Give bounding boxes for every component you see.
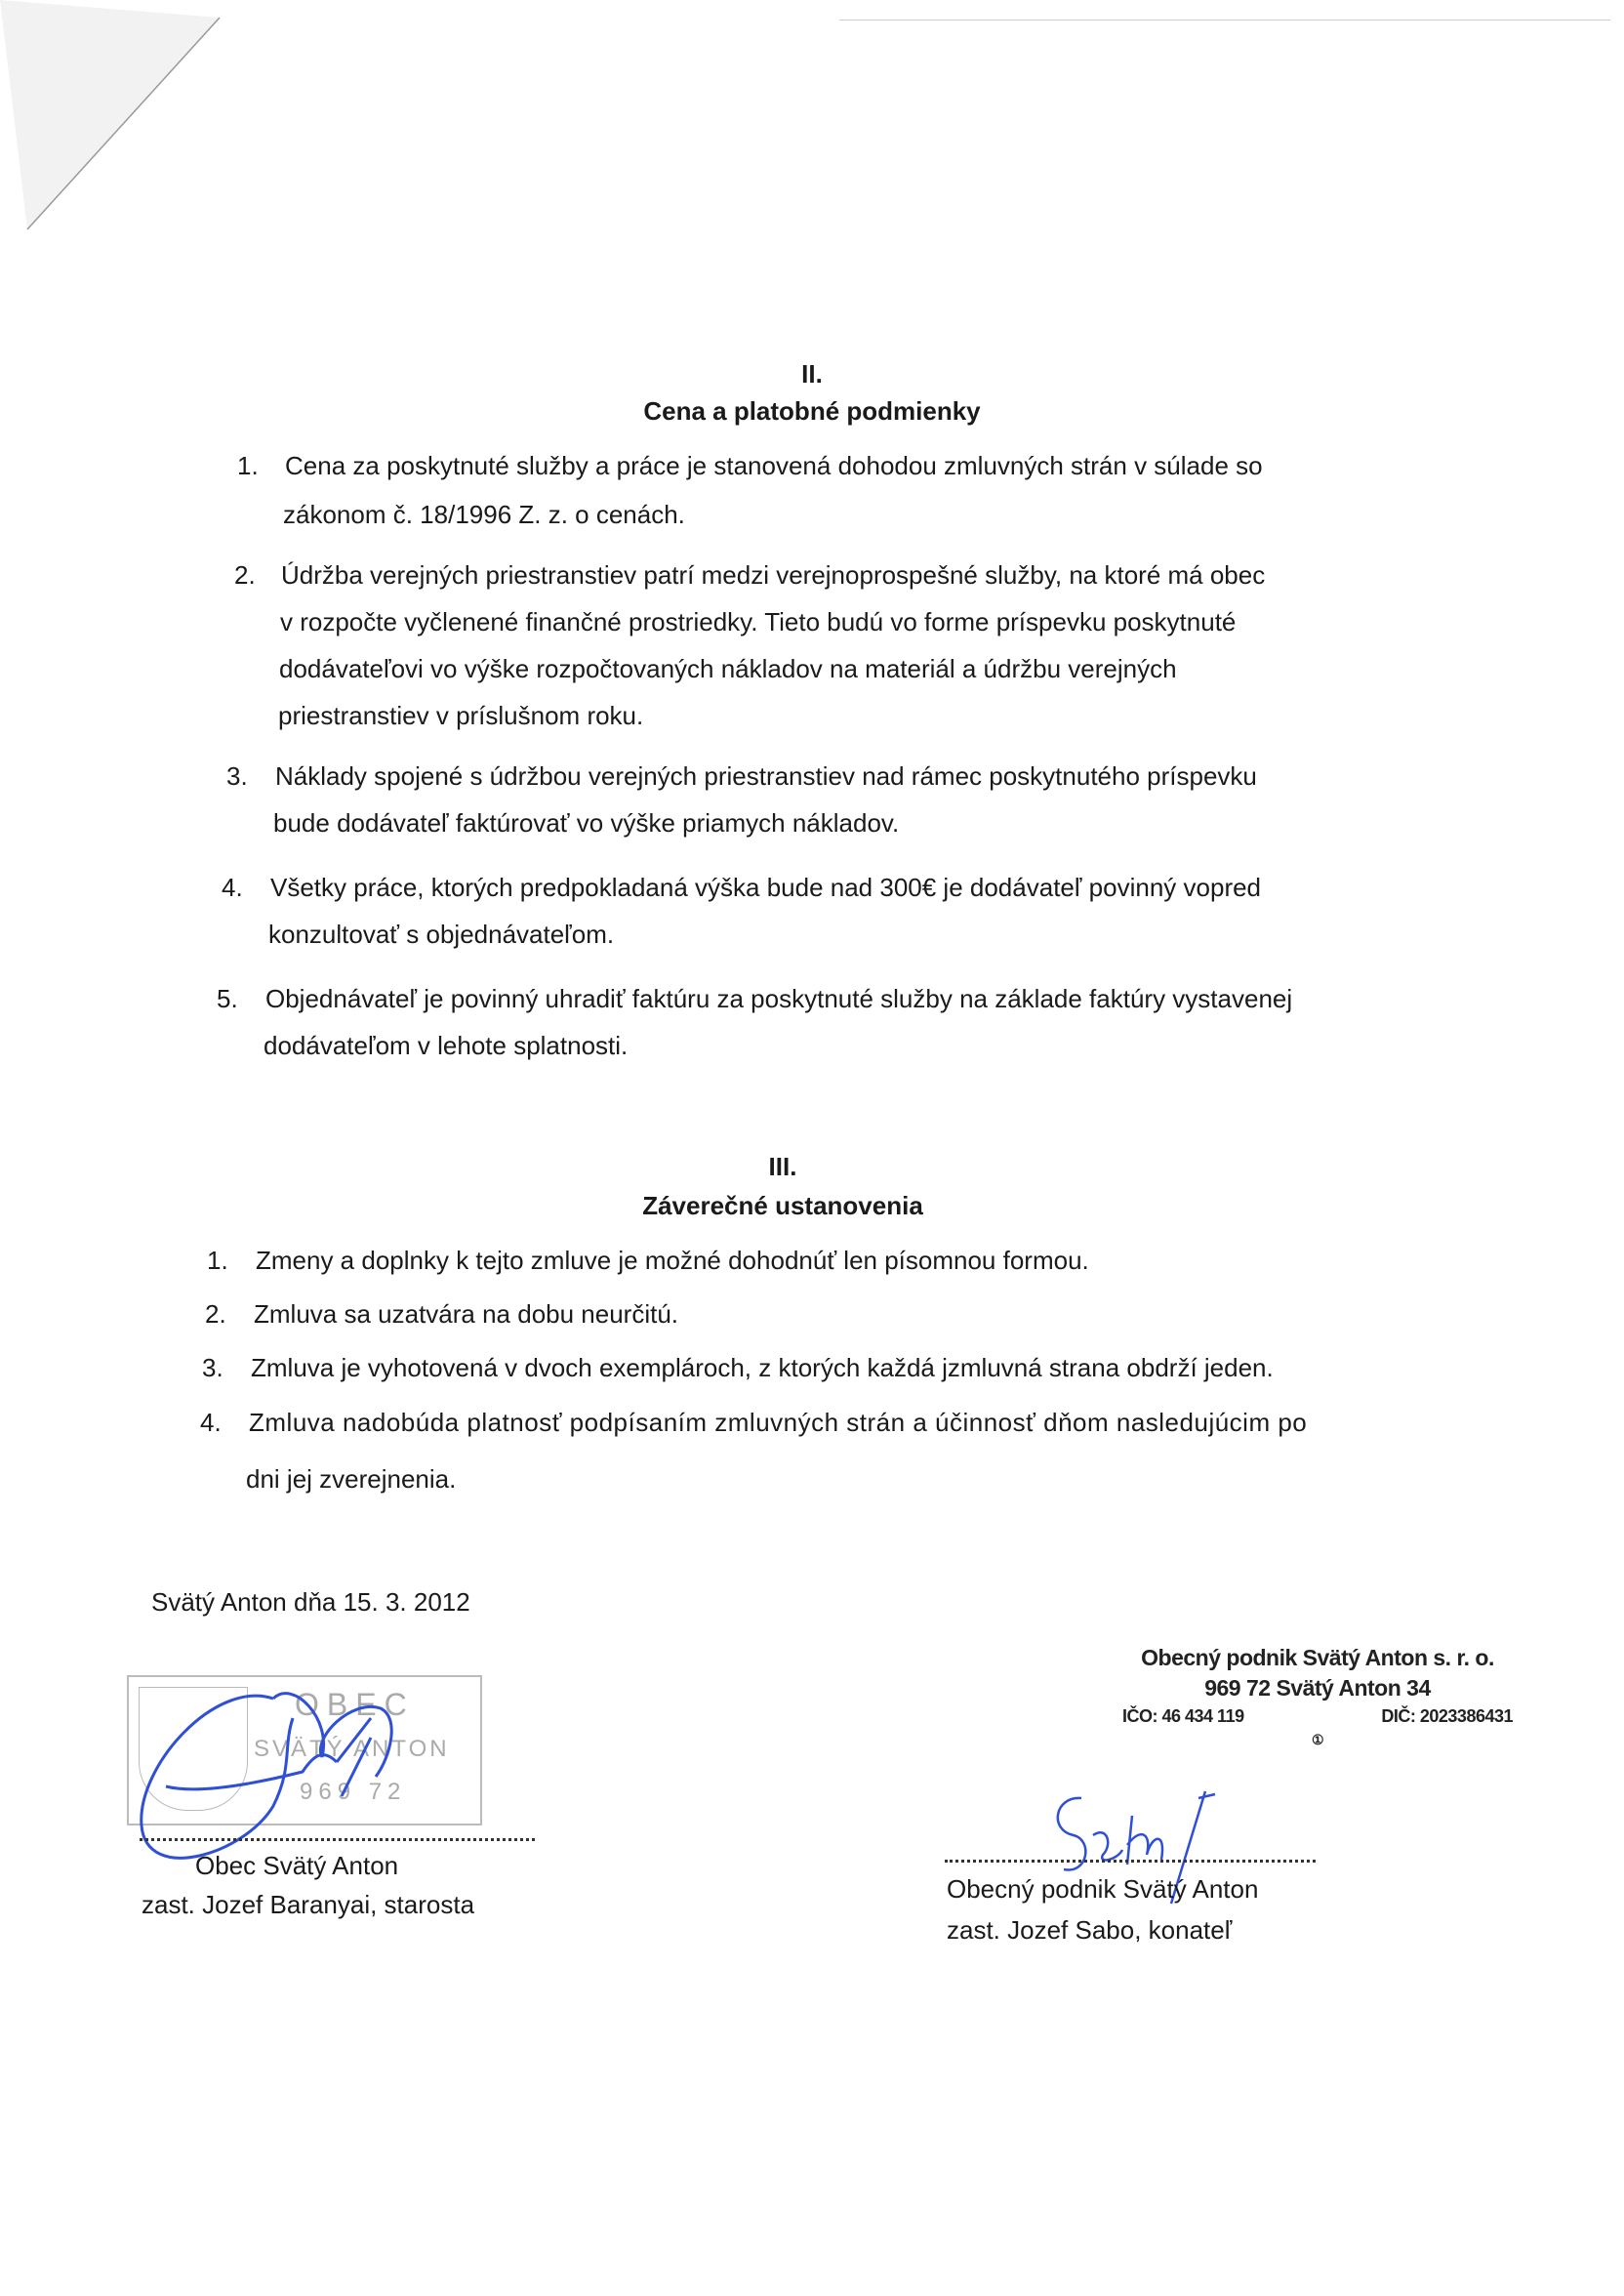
section-2-numeral: II. — [801, 359, 823, 389]
item-text: Náklady spojené s údržbou verejných priestranstiev nad rámec poskytnutého príspevku — [275, 761, 1257, 791]
item-text: Údržba verejných priestranstiev patrí medzi verejnoprospešné služby, na ktoré má obec — [281, 560, 1266, 590]
item-text: dodávateľom v lehote splatnosti. — [264, 1031, 629, 1060]
right-signatory-name: Obecný podnik Svätý Anton — [947, 1874, 1259, 1904]
signature-line-right — [945, 1860, 1316, 1863]
item-text: Zmeny a doplnky k tejto zmluve je možné dohodnúť len písomnou formou. — [256, 1246, 1089, 1275]
section-3-title: Záverečné ustanovenia — [642, 1191, 923, 1220]
item-text: priestranstiev v príslušnom roku. — [278, 701, 644, 730]
stamp-text: OBEC — [295, 1687, 415, 1722]
stamp-mark: ① — [1311, 1732, 1324, 1747]
item-text: Všetky práce, ktorých predpokladaná výška bude nad 300€ je dodávateľ povinný vopred — [270, 873, 1262, 902]
item-number: 1. — [237, 451, 259, 480]
company-stamp — [1083, 1645, 1552, 1752]
company-address: 969 72 Svätý Anton 34 — [1204, 1675, 1431, 1701]
item-text: Zmluva nadobúda platnosť podpísaním zmluvných strán a účinnosť dňom nasledujúcim po — [249, 1408, 1308, 1437]
item-text: v rozpočte vyčlenené finančné prostriedky. Tieto budú vo forme príspevku poskytnuté — [280, 607, 1237, 636]
item-text: dodávateľovi vo výške rozpočtovaných nákladov na materiál a údržbu verejných — [279, 654, 1177, 683]
section-3-numeral: III. — [768, 1152, 797, 1181]
left-signatory-name: Obec Svätý Anton — [195, 1851, 399, 1880]
item-text: bude dodávateľ faktúrovať vo výške priamych nákladov. — [273, 808, 900, 838]
item-text: Zmluva je vyhotovená v dvoch exemplároch, z ktorých každá jzmluvná strana obdrží jeden. — [251, 1353, 1274, 1382]
company-dic: DIČ: 2023386431 — [1381, 1706, 1513, 1726]
company-ico: IČO: 46 434 119 — [1122, 1706, 1244, 1726]
item-text: dni jej zverejnenia. — [246, 1464, 457, 1494]
date-place-line: Svätý Anton dňa 15. 3. 2012 — [151, 1587, 470, 1617]
item-number: 1. — [207, 1246, 228, 1275]
item-number: 3. — [226, 761, 248, 791]
item-number: 2. — [234, 560, 256, 590]
item-number: 4. — [222, 873, 243, 902]
item-text: konzultovať s objednávateľom. — [268, 920, 615, 949]
signature-sabo — [1035, 1777, 1269, 1933]
item-number: 5. — [217, 984, 238, 1013]
item-text: zákonom č. 18/1996 Z. z. o cenách. — [283, 500, 685, 529]
item-number: 3. — [202, 1353, 223, 1382]
item-text: Cena za poskytnuté služby a práce je stanovená dohodou zmluvných strán v súlade so — [285, 451, 1263, 480]
signature-baranyai — [127, 1660, 517, 1874]
signature-line-left — [140, 1838, 535, 1841]
item-text: Zmluva sa uzatvára na dobu neurčitú. — [254, 1299, 679, 1329]
item-text: Objednávateľ je povinný uhradiť faktúru za poskytnuté služby na základe faktúry vystavenej — [265, 984, 1293, 1013]
section-2-title: Cena a platobné podmienky — [643, 396, 981, 426]
page-fold-corner — [0, 0, 234, 234]
item-number: 2. — [205, 1299, 226, 1329]
right-signatory-rep: zast. Jozef Sabo, konateľ — [947, 1915, 1233, 1945]
left-signatory-rep: zast. Jozef Baranyai, starosta — [142, 1890, 475, 1919]
stamp-text: SVÄTÝ ANTON — [254, 1736, 450, 1762]
company-name: Obecný podnik Svätý Anton s. r. o. — [1141, 1645, 1494, 1670]
stamp-text: 969 72 — [300, 1779, 407, 1805]
item-number: 4. — [200, 1408, 222, 1437]
